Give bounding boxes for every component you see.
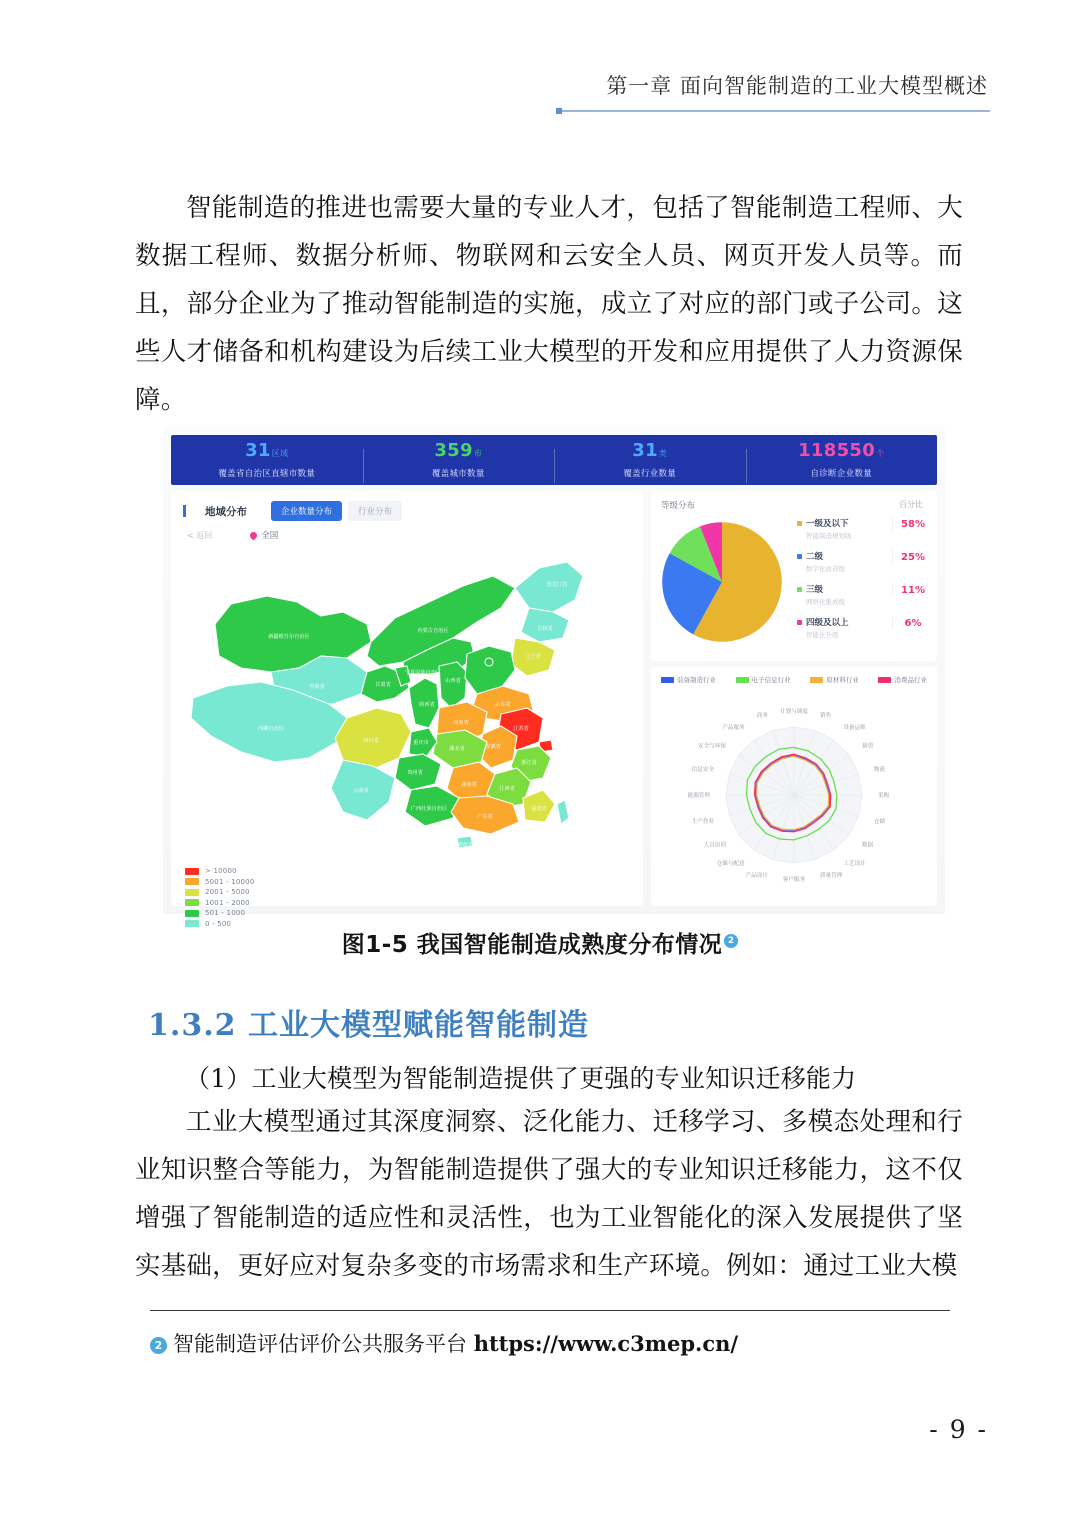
pie-legend-percent: 6%: [892, 616, 933, 629]
svg-text:江苏省: 江苏省: [513, 726, 529, 732]
svg-text:重庆市: 重庆市: [413, 740, 429, 746]
page-number: - 9 -: [929, 1415, 988, 1444]
kpi-value: 118550: [798, 440, 876, 461]
panel-title: 地域分布: [205, 505, 247, 518]
radar-axis-label: 裁剪: [862, 743, 874, 750]
pie-legend-percent: 58%: [892, 517, 933, 530]
running-header: [0, 70, 1080, 100]
tab-enterprise-count[interactable]: 企业数量分布: [271, 501, 342, 521]
radar-legend-swatch: [810, 677, 823, 683]
svg-text:广东省: 广东省: [477, 814, 493, 820]
svg-text:贵州省: 贵州省: [407, 770, 423, 776]
radar-axis-label: 物流: [873, 767, 886, 773]
pie-percent-header: 百分比: [899, 500, 923, 509]
radar-axis-label: 质量管理: [820, 872, 843, 879]
figure-caption: [0, 926, 1080, 959]
pie-legend: [797, 517, 933, 649]
svg-text:湖南省: 湖南省: [461, 782, 477, 788]
legend-swatch: [185, 910, 199, 917]
svg-text:山西省: 山西省: [445, 678, 461, 684]
kpi-unit: 类: [658, 449, 668, 458]
grade-distribution-panel: [651, 491, 937, 661]
radar-legend-label: 电子信息行业: [751, 676, 791, 684]
kpi-label: 自诊断企业数量: [810, 469, 873, 479]
radar-legend-item: [661, 675, 716, 684]
legend-label: 501 - 1000: [205, 909, 246, 917]
legend-label: 2001 - 5000: [205, 888, 250, 896]
svg-text:四川省: 四川省: [363, 738, 379, 744]
svg-text:宁夏回族自治区: 宁夏回族自治区: [404, 670, 442, 676]
kpi-label: 覆盖省自治区直辖市数量: [218, 469, 316, 479]
radar-axis-label: 仓储: [873, 819, 886, 825]
dashboard-screenshot: [163, 427, 945, 928]
pie-legend-percent: 25%: [892, 550, 933, 563]
radar-legend-label: 消费品行业: [894, 676, 927, 684]
svg-text:广西壮族自治区: 广西壮族自治区: [410, 806, 448, 812]
footnote-rule: [150, 1310, 950, 1311]
industry-radar-chart[interactable]: [659, 691, 929, 899]
radar-axis-label: 客户服务: [782, 877, 806, 883]
back-button[interactable]: < 返回: [187, 530, 213, 540]
radar-axis-label: 数据: [862, 842, 874, 849]
section-title: 工业大模型赋能智能制造: [247, 1008, 589, 1043]
radar-axis-label: 销售: [820, 713, 832, 720]
legend-item: [185, 909, 254, 917]
radar-legend-item: [878, 675, 927, 684]
pie-legend-percent: 11%: [892, 583, 933, 596]
footnote-url[interactable]: https://www.c3mep.cn/: [473, 1331, 739, 1356]
grade-pie-chart[interactable]: [657, 517, 787, 649]
radar-legend-swatch: [736, 677, 749, 683]
kpi-value: 31: [632, 440, 658, 461]
radar-axis-label: 产品设计: [745, 872, 768, 879]
footnote-marker: 2: [150, 1337, 167, 1354]
tab-industry-distribution[interactable]: 行业分布: [348, 501, 402, 521]
kpi-label: 覆盖行业数量: [623, 469, 677, 479]
svg-text:福建省: 福建省: [531, 806, 547, 812]
pie-legend-row: [797, 517, 933, 550]
radar-axis-label: 计划与调度: [780, 709, 808, 715]
pie-legend-sublabel: 数字化改造级: [806, 565, 845, 573]
pie-legend-label: 四级及以上: [806, 618, 849, 628]
radar-axis-label: 设备运维: [843, 725, 866, 731]
radar-axis-label: 商务: [756, 713, 768, 720]
footnote-text: 智能制造评估评价公共服务平台: [173, 1332, 467, 1356]
industry-radar-panel: [651, 667, 937, 906]
svg-text:云南省: 云南省: [353, 788, 369, 794]
figure-caption-text: 图1-5 我国智能制造成熟度分布情况: [341, 932, 723, 958]
legend-swatch: [185, 899, 199, 906]
kpi-unit: 个: [876, 449, 885, 458]
radar-legend-label: 装备制造行业: [677, 676, 716, 684]
svg-text:陕西省: 陕西省: [419, 702, 435, 708]
svg-text:湖北省: 湖北省: [449, 746, 465, 752]
pie-legend-dot: [797, 620, 802, 625]
footnote: [150, 1326, 980, 1362]
pie-legend-label: 三级: [806, 585, 824, 595]
kpi-card-industries: [554, 441, 746, 479]
pie-legend-label: 二级: [806, 552, 824, 562]
kpi-unit: 市: [473, 449, 483, 458]
pie-legend-row: [797, 583, 933, 616]
kpi-card-cities: [363, 441, 555, 479]
radar-axis-label: 人员培训: [703, 842, 726, 849]
body-subheading-1: （1）工业大模型为智能制造提供了更强的专业知识迁移能力: [185, 1064, 857, 1093]
pie-legend-sublabel: 智能化升级: [806, 631, 839, 639]
regional-distribution-panel: [171, 491, 643, 928]
svg-text:安徽省: 安徽省: [485, 744, 501, 750]
kpi-value: 359: [434, 440, 473, 461]
section-number: 1.3.2: [148, 1008, 237, 1043]
legend-item: [185, 867, 254, 875]
map-legend: [185, 867, 254, 930]
pie-legend-row: [797, 550, 933, 583]
svg-text:青海省: 青海省: [309, 684, 325, 690]
radar-axis-label: 安全与环保: [698, 743, 726, 750]
radar-legend-item: [810, 675, 859, 684]
legend-label: 0 - 500: [205, 919, 232, 928]
scope-indicator: [250, 529, 278, 541]
svg-text:内蒙古自治区: 内蒙古自治区: [417, 628, 449, 634]
radar-legend-swatch: [661, 677, 674, 683]
legend-swatch: [185, 868, 199, 875]
kpi-unit: 区域: [271, 449, 289, 458]
kpi-card-regions: [171, 441, 363, 479]
pie-panel-title: 等级分布: [661, 501, 696, 511]
location-pin-icon: [249, 530, 259, 540]
svg-text:甘肃省: 甘肃省: [375, 682, 391, 688]
legend-swatch: [185, 878, 199, 885]
radar-axis-label: 仓储与配送: [716, 861, 745, 867]
pie-legend-dot: [797, 521, 802, 526]
radar-legend: [661, 675, 927, 684]
pie-legend-row: [797, 616, 933, 649]
svg-text:辽宁省: 辽宁省: [525, 654, 541, 660]
svg-text:西藏自治区: 西藏自治区: [258, 726, 284, 732]
legend-item: [185, 878, 254, 886]
kpi-card-enterprises: [746, 441, 938, 479]
kpi-label: 覆盖城市数量: [431, 469, 485, 479]
svg-text:海南省: 海南省: [457, 842, 473, 848]
radar-legend-item: [736, 675, 791, 684]
legend-label: > 10000: [205, 867, 237, 875]
china-choropleth-map[interactable]: [171, 546, 643, 846]
chapter-title: 第一章 面向智能制造的工业大模型概述: [606, 74, 988, 98]
svg-text:新疆维吾尔自治区: 新疆维吾尔自治区: [268, 634, 310, 640]
kpi-banner: [171, 435, 937, 485]
svg-text:浙江省: 浙江省: [521, 760, 537, 766]
kpi-value: 31: [245, 440, 271, 461]
radar-axis-label: 生产作业: [691, 819, 715, 825]
scope-label: 全国: [261, 531, 279, 541]
radar-legend-swatch: [878, 677, 891, 683]
header-rule: [556, 110, 990, 112]
radar-axis-label: 能源管理: [687, 793, 710, 799]
pie-legend-sublabel: 网络化集成级: [806, 598, 845, 606]
pie-legend-dot: [797, 554, 802, 559]
pie-legend-sublabel: 智能制造规划级: [806, 532, 852, 540]
legend-label: 1001 - 2000: [205, 898, 250, 907]
svg-text:吉林省: 吉林省: [537, 626, 553, 632]
figure-1-5: [163, 427, 945, 928]
legend-item: [185, 888, 254, 896]
svg-text:江西省: 江西省: [499, 786, 515, 792]
legend-label: 5001 - 10000: [205, 877, 255, 886]
section-heading: [148, 1000, 589, 1044]
body-paragraph-1: 智能制造的推进也需要大量的专业人才，包括了智能制造工程师、大数据工程师、数据分析师、物联网和云安全人员、网页开发人员等。而且，部分企业为了推动智能制造的实施，成立了对应的部门或子公司。这些人才储备和机构建设为后续工业大模型的开发和应用提供了人力资源保障。: [135, 193, 963, 415]
legend-swatch: [185, 889, 199, 896]
panel-tabs: [271, 501, 402, 521]
figure-footnote-marker: 2: [724, 934, 738, 948]
body-paragraph-2: 工业大模型通过其深度洞察、泛化能力、迁移学习、多模态处理和行业知识整合等能力，为智能制造提供了强大的专业知识迁移能力，这不仅增强了智能制造的适应性和灵活性，也为工业智能化的深入发展提供了坚实基础，更好应对复杂多变的市场需求和生产环境。例如：通过工业大模: [135, 1107, 963, 1281]
svg-text:河南省: 河南省: [453, 720, 469, 726]
pie-legend-dot: [797, 587, 802, 592]
radar-axis-label: 产品服务: [722, 725, 745, 731]
radar-axis-label: 工艺设计: [843, 861, 866, 867]
panel-header: [183, 501, 402, 521]
radar-axis-label: 采购: [878, 793, 890, 799]
title-accent-bar: [183, 505, 186, 517]
radar-legend-label: 原材料行业: [826, 676, 859, 684]
svg-text:山东省: 山东省: [495, 702, 511, 708]
map-controls: [187, 529, 278, 541]
pie-legend-label: 一级及以下: [806, 519, 849, 529]
legend-item: [185, 899, 254, 907]
svg-text:黑龙江省: 黑龙江省: [546, 582, 568, 588]
radar-axis-label: 信息安全: [691, 767, 715, 773]
